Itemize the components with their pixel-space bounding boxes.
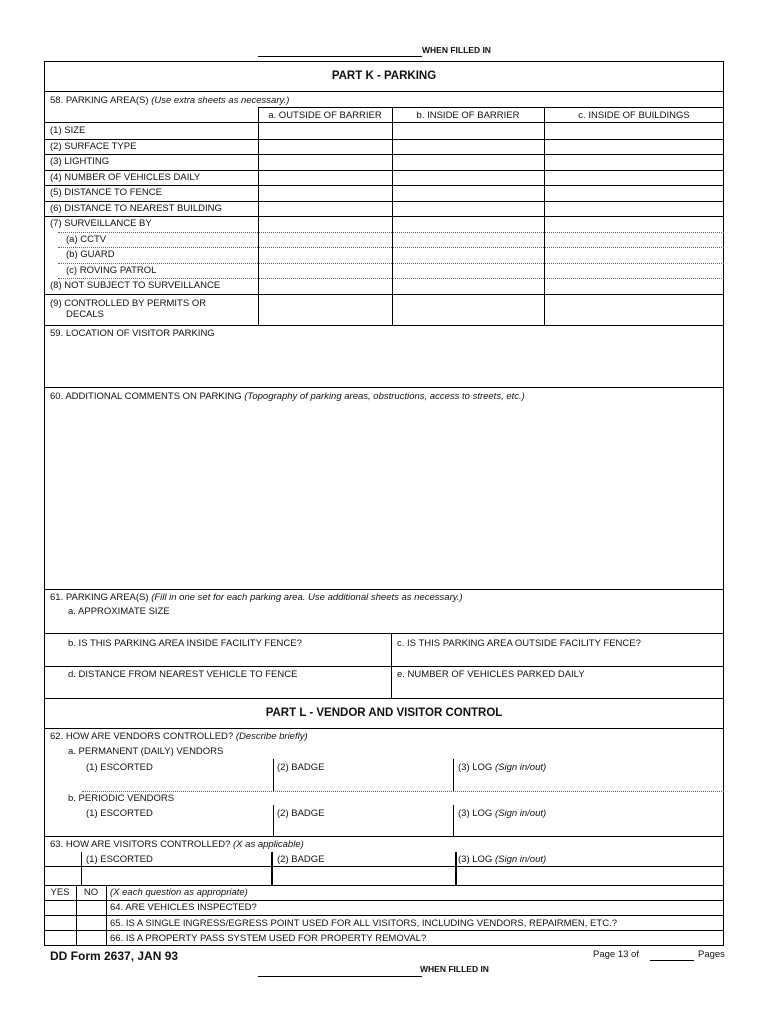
rule <box>44 885 724 886</box>
q58-row-rule <box>44 294 724 295</box>
total-pages-field[interactable] <box>650 960 694 961</box>
rule <box>44 666 724 667</box>
q61-label-text: 61. PARKING AREA(S) <box>50 592 149 603</box>
q62a-log <box>458 762 546 773</box>
q58-row-rule <box>44 170 724 171</box>
q62-note: (Describe briefly) <box>235 731 308 742</box>
q58-row-label: (3) LIGHTING <box>50 156 110 167</box>
q58-label-text: 58. PARKING AREA(S) <box>50 95 149 106</box>
q63-label <box>50 839 304 850</box>
classification-footer: WHEN FILLED IN <box>420 964 489 974</box>
q63-escorted: (1) ESCORTED <box>86 854 153 865</box>
classification-line-bottom <box>258 976 422 977</box>
q63-log-text: (3) LOG <box>458 854 493 865</box>
rule <box>273 805 274 836</box>
rule <box>455 852 457 885</box>
no-header: NO <box>83 887 99 898</box>
rule <box>258 107 724 108</box>
q58-row-label: (6) DISTANCE TO NEAREST BUILDING <box>50 202 222 214</box>
q58-row-label: (5) DISTANCE TO FENCE <box>50 187 162 198</box>
q61-b-inside-fence: b. IS THIS PARKING AREA INSIDE FACILITY FENCE? <box>68 638 302 649</box>
rule <box>44 589 724 590</box>
rule <box>44 325 724 326</box>
rule <box>44 698 724 699</box>
q60-label-text: 60. ADDITIONAL COMMENTS ON PARKING <box>50 391 242 402</box>
q58-row-rule <box>58 247 724 248</box>
q62-label-text: 62. HOW ARE VENDORS CONTROLLED? <box>50 731 234 742</box>
q63-label-text: 63. HOW ARE VISITORS CONTROLLED? <box>50 839 231 850</box>
page-number-suffix: Pages <box>698 949 725 960</box>
q58-col-a-header: a. OUTSIDE OF BARRIER <box>268 110 382 121</box>
q63-note: (X as applicable) <box>233 839 304 850</box>
part-l-title: PART L - VENDOR AND VISITOR CONTROL <box>265 707 503 719</box>
q64-vehicles-inspected: 64. ARE VEHICLES INSPECTED? <box>110 902 257 913</box>
q62-b-periodic-vendors: b. PERIODIC VENDORS <box>68 793 175 804</box>
q58-row-label: (1) SIZE <box>50 125 86 136</box>
q59-label: 59. LOCATION OF VISITOR PARKING <box>50 328 215 339</box>
q58-row-label: (2) SURFACE TYPE <box>50 140 137 152</box>
yes-header: YES <box>50 887 70 898</box>
rule <box>44 866 724 867</box>
rule <box>271 852 273 885</box>
q61-note: (Fill in one set for each parking area. Use additional sheets as necessary.) <box>151 592 463 603</box>
q61-a-approximate-size: a. APPROXIMATE SIZE <box>68 606 170 617</box>
rule <box>453 805 454 836</box>
q58-row-label: (7) SURVEILLANCE BY <box>50 218 152 229</box>
q62b-log <box>458 808 546 819</box>
rule <box>44 728 724 729</box>
q58-col-b-header: b. INSIDE OF BARRIER <box>416 110 520 121</box>
rule <box>44 915 724 916</box>
q58-row-label: (4) NUMBER OF VEHICLES DAILY <box>50 171 201 183</box>
q58-row-label: (c) ROVING PATROL <box>66 264 157 276</box>
rule <box>453 759 454 791</box>
rule <box>544 107 545 325</box>
classification-header: WHEN FILLED IN <box>422 45 491 55</box>
q58-row-rule <box>58 278 724 279</box>
rule <box>44 633 724 634</box>
q62b-log-note: (Sign in/out) <box>494 808 547 819</box>
rule <box>44 387 724 388</box>
rule <box>44 930 724 931</box>
q58-label <box>50 95 289 106</box>
yesno-instruction: (X each question as appropriate) <box>110 887 248 898</box>
q62-a-permanent-vendors: a. PERMANENT (DAILY) VENDORS <box>68 746 224 757</box>
q58-row-rule <box>58 263 724 264</box>
rule <box>273 759 274 791</box>
rule <box>44 91 724 92</box>
q58-note: (Use extra sheets as necessary.) <box>151 95 290 106</box>
q61-d-distance-to-fence: d. DISTANCE FROM NEAREST VEHICLE TO FENCE <box>68 669 298 680</box>
q63-log-note: (Sign in/out) <box>494 854 547 865</box>
q61-c-outside-fence: c. IS THIS PARKING AREA OUTSIDE FACILITY FENCE? <box>397 638 641 649</box>
q61-label <box>50 592 463 603</box>
q61-e-vehicles-parked-daily: e. NUMBER OF VEHICLES PARKED DAILY <box>397 669 585 680</box>
q62b-escorted: (1) ESCORTED <box>86 808 153 819</box>
rule <box>44 122 724 123</box>
q65-single-ingress-egress: 65. IS A SINGLE INGRESS/EGRESS POINT USED FOR ALL VISITORS, INCLUDING VENDORS, REPAIRMEN, ETC.? <box>110 918 617 929</box>
rule <box>392 107 393 325</box>
q58-row-rule <box>44 154 724 155</box>
q63-badge: (2) BADGE <box>277 854 325 865</box>
rule <box>391 633 392 698</box>
q62a-badge: (2) BADGE <box>277 762 325 773</box>
q60-note: (Topography of parking areas, obstructions, access to streets, etc.) <box>244 391 525 402</box>
q58-row-label: (b) GUARD <box>66 249 115 260</box>
form-identifier: DD Form 2637, JAN 93 <box>50 949 179 963</box>
q58-row-label: (8) NOT SUBJECT TO SURVEILLANCE <box>50 280 221 291</box>
classification-line-top <box>258 56 422 57</box>
q58-row-rule <box>44 201 724 202</box>
q58-col-c-header: c. INSIDE OF BUILDINGS <box>578 110 690 121</box>
q58-row-9-line2: DECALS <box>66 309 105 320</box>
q66-property-pass-system: 66. IS A PROPERTY PASS SYSTEM USED FOR PROPERTY REMOVAL? <box>110 933 427 944</box>
q58-row-rule <box>58 232 724 233</box>
q58-row-9-line1: (9) CONTROLLED BY PERMITS OR <box>50 298 207 309</box>
q62a-log-note: (Sign in/out) <box>494 762 547 773</box>
q62a-escorted: (1) ESCORTED <box>86 762 153 773</box>
q58-row-rule <box>44 185 724 186</box>
q60-label <box>50 391 525 402</box>
q58-row-rule <box>44 216 724 217</box>
rule <box>44 900 724 901</box>
rule <box>44 836 724 837</box>
part-k-title: PART K - PARKING <box>331 70 437 82</box>
q62b-log-text: (3) LOG <box>458 808 493 819</box>
q58-row-rule <box>44 139 724 140</box>
q62-label <box>50 731 308 742</box>
rule <box>82 791 724 792</box>
rule <box>81 852 82 885</box>
q63-log <box>458 854 546 865</box>
q62b-badge: (2) BADGE <box>277 808 325 819</box>
page-number-prefix: Page 13 of <box>593 949 639 960</box>
rule <box>258 107 259 325</box>
q62a-log-text: (3) LOG <box>458 762 493 773</box>
q58-row-label: (a) CCTV <box>66 233 107 245</box>
